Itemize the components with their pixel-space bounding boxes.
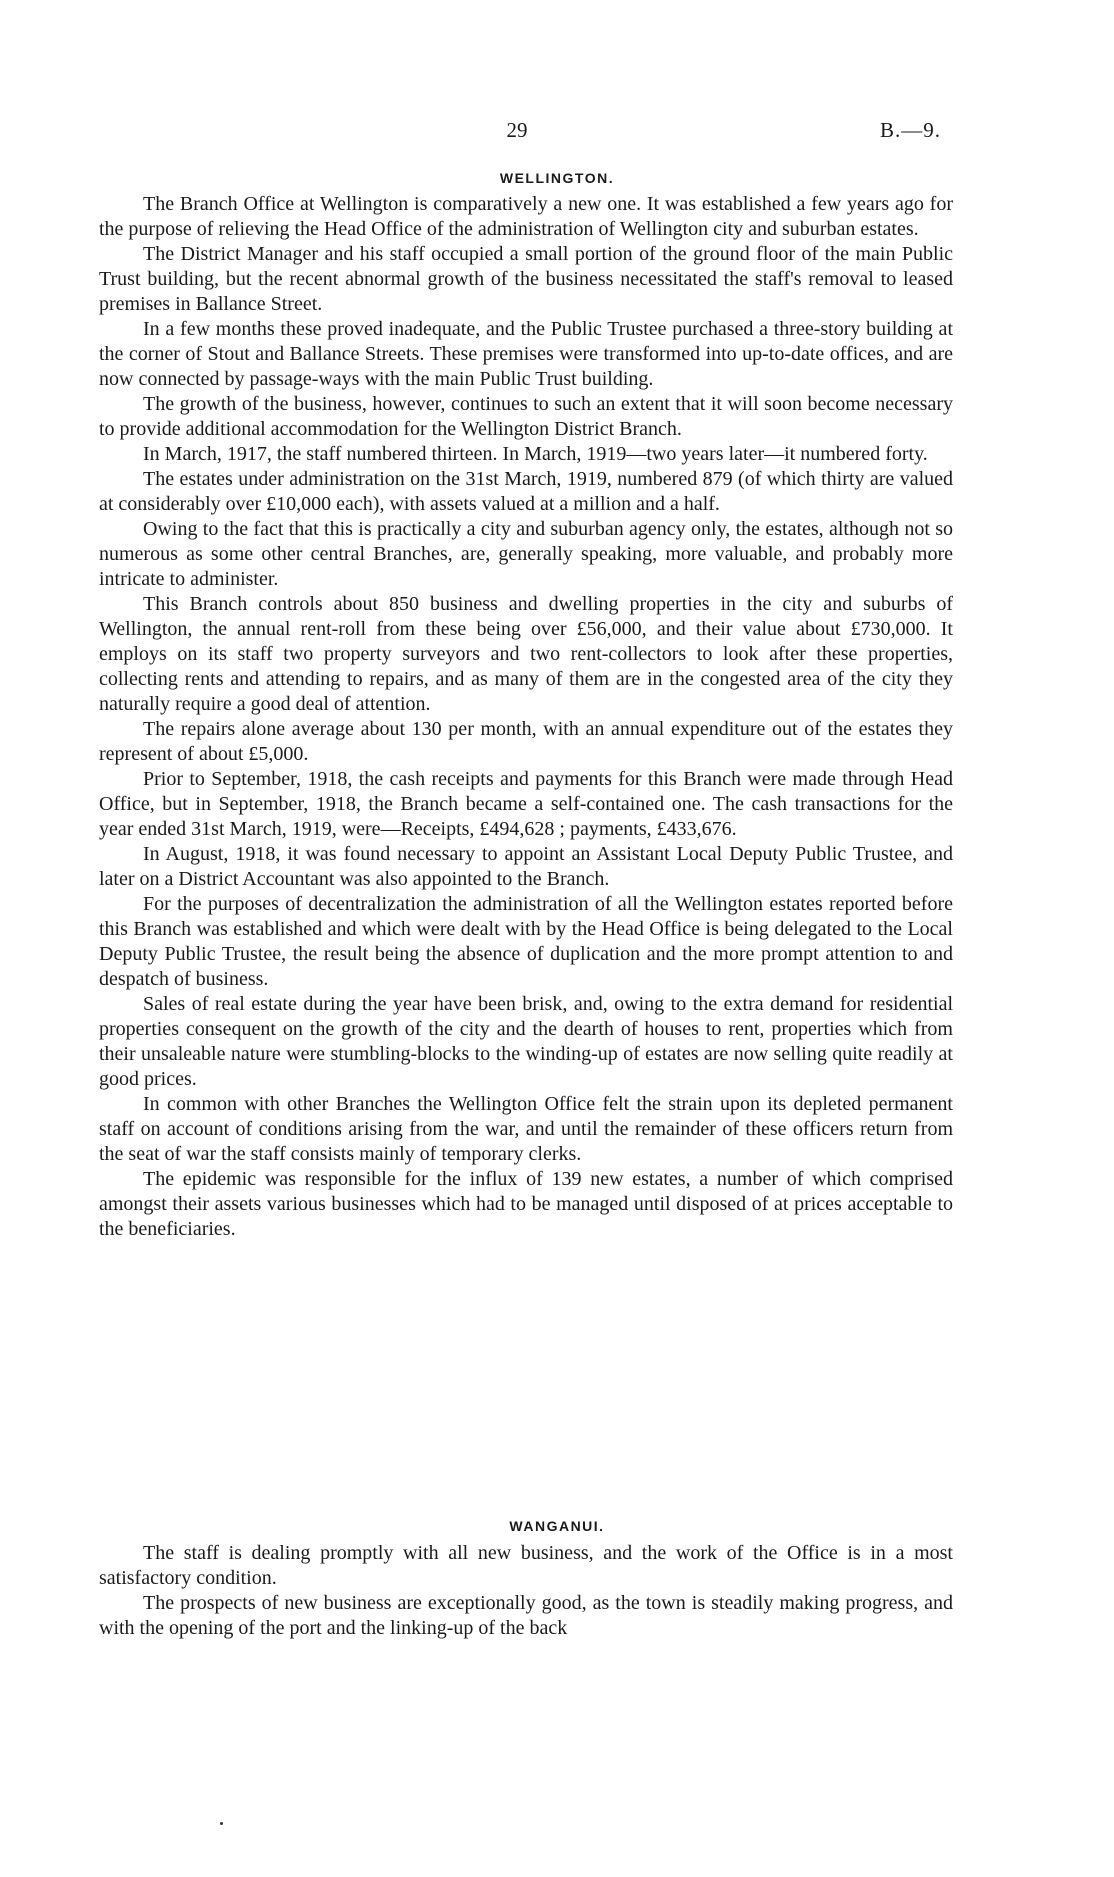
paragraph: In August, 1918, it was found necessary to appoint an Assistant Local Deputy Public Trustee, and later on a District Accountant was also appointed to the Branch. — [99, 843, 953, 890]
paragraph: The staff is dealing promptly with all new business, and the work of the Office is in a most satisfactory condition. — [99, 1542, 953, 1589]
paragraph: In common with other Branches the Wellington Office felt the strain upon its depleted permanent staff on account of conditions arising from the war, and until the remainder of these officers return from the seat of war the staff consists mainly of temporary clerks. — [99, 1093, 953, 1165]
paragraph: The prospects of new business are exceptionally good, as the town is steadily making progress, and with the opening of the port and the linking-up of the back — [99, 1592, 953, 1639]
section-title-wellington: WELLINGTON. — [499, 170, 615, 186]
page-number: 29 — [506, 118, 528, 142]
paragraph: The Branch Office at Wellington is comparatively a new one. It was established a few years ago for the purpose of relieving the Head Office of the administration of Wellington city and suburban estates. — [99, 193, 953, 240]
paragraph: The repairs alone average about 130 per month, with an annual expenditure out of the estates they represent of about £5,000. — [99, 718, 953, 765]
paragraph: Sales of real estate during the year have been brisk, and, owing to the extra demand for residential properties consequent on the growth of the city and the dearth of houses to rent, properties which from their unsaleable nature were stumbling-blocks to the winding-up of estates are now selling quite readily at good prices. — [99, 993, 953, 1090]
document-reference: B.—9. — [880, 118, 942, 142]
paragraph: The epidemic was responsible for the influx of 139 new estates, a number of which comprised amongst their assets various businesses which had to be managed until disposed of at prices acceptable to the beneficiaries. — [99, 1168, 953, 1240]
paragraph: For the purposes of decentralization the administration of all the Wellington estates reported before this Branch was established and which were dealt with by the Head Office is being delegated to the Local Deputy Public Trustee, the result being the absence of duplication and the more prompt attention to and despatch of business. — [99, 893, 953, 990]
paragraph: The growth of the business, however, continues to such an extent that it will soon become necessary to provide additional accommodation for the Wellington District Branch. — [99, 393, 953, 440]
paragraph: The District Manager and his staff occupied a small portion of the ground floor of the main Public Trust building, but the recent abnormal growth of the business necessitated the staff's removal to leased premises in Ballance Street. — [99, 243, 953, 315]
paragraph: The estates under administration on the 31st March, 1919, numbered 879 (of which thirty are valued at considerably over £10,000 each), with assets valued at a million and a half. — [99, 468, 953, 515]
stray-mark — [220, 1822, 223, 1825]
section-body-wanganui — [99, 1541, 953, 1641]
section-title-wanganui: WANGANUI. — [509, 1518, 605, 1534]
paragraph: In a few months these proved inadequate, and the Public Trustee purchased a three-story building at the corner of Stout and Ballance Streets. These premises were transformed into up-to-date offices, and are now connected by passage-ways with the main Public Trust building. — [99, 318, 953, 390]
paragraph: Prior to September, 1918, the cash receipts and payments for this Branch were made through Head Office, but in September, 1918, the Branch became a self-contained one. The cash transactions for the year ended 31st March, 1919, were—Receipts, £494,628 ; payments, £433,676. — [99, 768, 953, 840]
paragraph: In March, 1917, the staff numbered thirteen. In March, 1919—two years later—it numbered forty. — [143, 443, 928, 465]
paragraph: This Branch controls about 850 business and dwelling properties in the city and suburbs of Wellington, the annual rent-roll from these being over £56,000, and their value about £730,000. It employs on its staff two property surveyors and two rent-collectors to look after these properties, collecting rents and attending to repairs, and as many of them are in the congested area of the city they naturally require a good deal of attention. — [99, 593, 953, 715]
section-body-wellington — [99, 192, 953, 1242]
paragraph: Owing to the fact that this is practically a city and suburban agency only, the estates, although not so numerous as some other central Branches, are, generally speaking, more valuable, and probably more intricate to administer. — [99, 518, 953, 590]
